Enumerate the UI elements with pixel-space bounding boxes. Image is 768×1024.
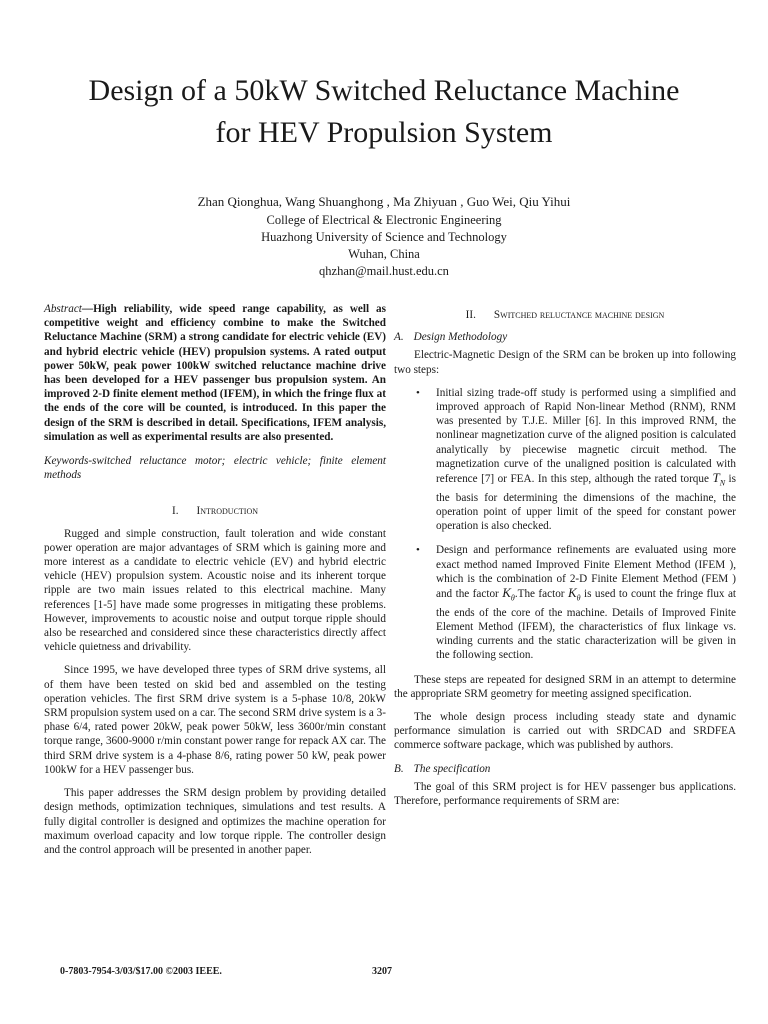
subsection-letter: B. — [394, 762, 404, 775]
math-symbol: K — [567, 585, 577, 601]
left-column — [44, 302, 386, 866]
design-paragraph-steps: These steps are repeated for designed SRM in an attempt to determine the appropriate SRM geometry for meeting assigned specification. — [394, 673, 736, 700]
bullet-icon: • — [416, 544, 420, 557]
math-subscript: θ — [510, 593, 515, 603]
abstract-dash: — — [81, 303, 94, 315]
subsection-title: The specification — [413, 762, 491, 775]
factor-symbol — [502, 585, 515, 603]
page-number: 3207 — [372, 966, 392, 977]
bullet-1-text-b: is the basis for determining the dimensions of the machine, the operation point of upper limit of the speed for constant power operation is also checked. — [436, 473, 736, 533]
abstract — [44, 302, 386, 444]
math-symbol: K — [502, 585, 511, 601]
right-column — [394, 302, 736, 817]
methodology-intro: Electric-Magnetic Design of the SRM can be broken up into following two steps: — [394, 349, 736, 376]
section-number: I. — [171, 505, 179, 518]
footer-copyright: 0-7803-7954-3/03/$17.00 ©2003 IEEE. — [60, 966, 222, 977]
abstract-label: Abstract — [44, 303, 82, 315]
section-heading-introduction — [44, 504, 386, 518]
intro-paragraph-1: Rugged and simple construction, fault toleration and wide constant power operation are major advantages of SRM which is gaining more and more interest as a candidate to electric vehicle (EV) and hybrid electric vehicle (HEV) propulsion system. Acoustic noise and its inherent torque ripple are two main issues related to this electrical machine. Many references [1-5] have made some progresses in mitigating these problems. However, improvements to acoustic noise and output torque ripple should also be researched and considered since these characteristics directly affect vehicle quietness and drivability. — [44, 527, 386, 654]
intro-paragraph-2: Since 1995, we have developed three types of SRM drive systems, all of them have been tested on skid bed and assembled on the testing operation vehicles. The first SRM drive system is a 5-phase 10/8, 20kW SRM propulsion system used on a car. The second SRM drive system is a 3-phase 6/4, rated power 20kW, peak power 50kW, less 3600r/min constant torque range, 3600-9000 r/min constant power range for repack AX car. The third SRM drive system is a 4-phase 8/6, rating power 50 kW, peak power 100kW for a HEV passenger bus. — [44, 664, 386, 776]
math-subscript: N — [719, 478, 726, 488]
section-title: Switched reluctance machine design — [493, 309, 665, 321]
author-email[interactable]: qhzhan@mail.hust.edu.cn — [319, 264, 449, 278]
author-university: Huazhong University of Science and Technology — [261, 230, 507, 244]
title-line-2: for HEV Propulsion System — [215, 116, 553, 149]
abstract-text: High reliability, wide speed range capability, as well as competitive weight and efficiency combine to make the Switched Reluctance Machine (SRM) a strong candidate for electric vehicle (EV) and hybrid electric vehicle (HEV) propulsion systems. A rated output power 50kW, peak power 100kW switched reluctance machine drive has been developed for a HEV passenger bus propulsion system. An improved 2-D finite element method (IFEM), in which the fringe flux at the ends of the core will be counted, is introduced. In this paper the design of the SRM is described in detail. Specifications, IFEM analysis, simulation as well as experimental results are also presented. — [44, 303, 386, 443]
bullet-2-text-a: Design and performance refinements are evaluated using more exact method named Improved Finite Element Method (IFEM ), which is the combination of 2-D Finite Element Method (FEM ) and the factor — [436, 544, 736, 601]
author-city: Wuhan, China — [348, 247, 420, 261]
section-heading-srm-design — [394, 308, 736, 322]
specification-paragraph: The goal of this SRM project is for HEV passenger bus applications. Therefore, performance requirements of SRM are: — [394, 780, 736, 808]
subsection-heading-methodology — [394, 330, 736, 344]
subsection-title: Design Methodology — [413, 331, 508, 344]
bullet-2-text-c: is used to count the fringe flux at the ends of the core of the machine. Details of Improved Finite Element Method (IFEM), the characteristics of flux linkage vs. winding currents and the static characterization will be given in the following section. — [436, 588, 737, 662]
subsection-heading-specification — [394, 762, 736, 776]
author-college: College of Electrical & Electronic Engineering — [266, 213, 502, 227]
keywords: Keywords-switched reluctance motor; electric vehicle; finite element methods — [44, 455, 386, 482]
math-subscript: θ — [576, 593, 581, 603]
math-symbol: T — [712, 470, 720, 486]
paper-title — [40, 70, 728, 154]
title-line-1: Design of a 50kW Switched Reluctance Machine — [88, 74, 680, 107]
subsection-letter: A. — [394, 331, 404, 344]
bullet-1-text-a: Initial sizing trade-off study is performed using a simplified and improved approach of Rapid Non-linear Method (RNM), RNM was presented by T.J.E. Miller [6]. In this improved RNM, the nonlinear magnetization curve of the aligned position is calculated analytically by piecewise magnetic circuit method. The magnetization curve of the unaligned position is calculated with reference [7] or FEA. In this step, although the rated torque — [436, 386, 736, 486]
list-item — [394, 386, 736, 534]
section-number: II. — [465, 309, 476, 321]
intro-paragraph-3: This paper addresses the SRM design problem by providing detailed design methods, optimization techniques, simulations and test results. A fully digital controller is designed and optimizes the machine operation for maximum overload capacity and low torque ripple. The controller design and the control approach will be presented in another paper. — [44, 787, 386, 856]
factor-symbol — [567, 585, 581, 603]
torque-symbol — [712, 470, 726, 488]
design-paragraph-process: The whole design process including steady state and dynamic performance simulation is carried out with SRDCAD and SRDFEA commerce software package, which was published by authors. — [394, 711, 736, 752]
list-item — [394, 543, 736, 662]
section-title: Introduction — [196, 505, 259, 518]
methodology-steps-list — [394, 386, 736, 663]
bullet-icon: • — [416, 386, 420, 399]
bullet-2-text-b: .The factor — [514, 588, 565, 601]
author-names: Zhan Qionghua, Wang Shuanghong , Ma Zhiyuan , Guo Wei, Qiu Yihui — [197, 194, 571, 209]
author-block — [40, 193, 728, 280]
